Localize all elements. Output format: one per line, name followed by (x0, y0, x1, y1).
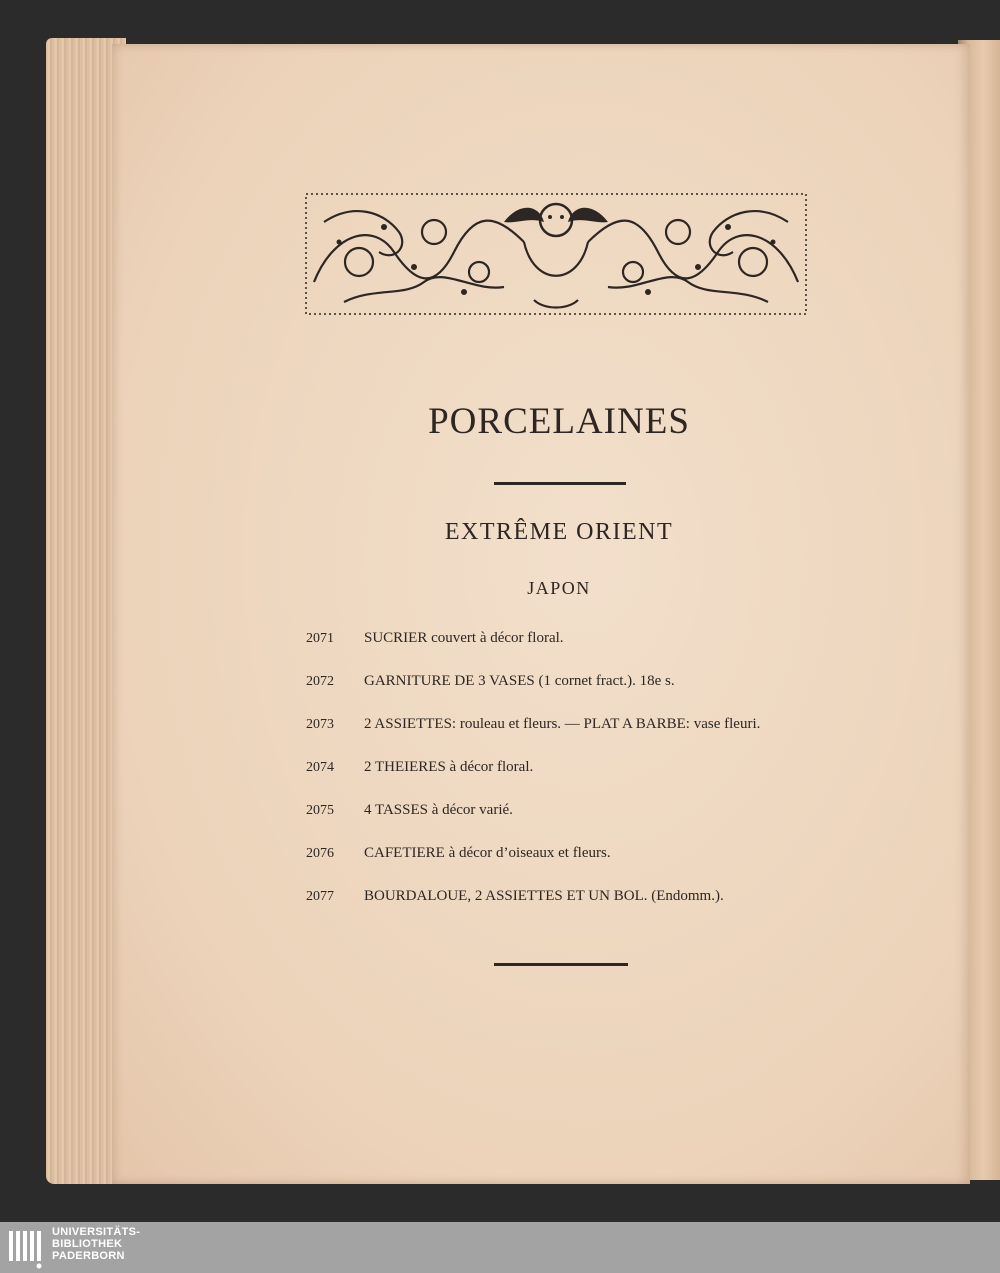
list-item (306, 759, 826, 802)
subsection-heading: JAPON (527, 578, 591, 598)
list-item (306, 888, 826, 931)
lot-description: GARNITURE DE 3 VASES (1 cornet fract.). 18e s. (364, 673, 675, 689)
lot-number: 2073 (306, 717, 334, 732)
footer-bar (0, 1222, 1000, 1273)
ornament-headpiece (304, 192, 808, 316)
lot-number: 2076 (306, 846, 334, 861)
closing-rule (494, 963, 628, 966)
title-rule (494, 482, 626, 485)
lot-number: 2075 (306, 803, 334, 818)
list-item (306, 716, 826, 759)
section-heading: EXTRÊME ORIENT (444, 519, 674, 545)
page-title: PORCELAINES (428, 401, 690, 442)
list-item (306, 630, 826, 673)
lot-description: SUCRIER couvert à décor floral. (364, 630, 564, 646)
lot-description: 2 ASSIETTES: rouleau et fleurs. — PLAT A BARBE: vase fleuri. (364, 716, 761, 732)
lot-list (306, 630, 826, 931)
logo-line: UNIVERSITÄTS- (52, 1226, 141, 1238)
logo-line: PADERBORN (52, 1250, 125, 1262)
lot-number: 2074 (306, 760, 334, 775)
lot-number: 2072 (306, 674, 334, 689)
list-item (306, 802, 826, 845)
lot-description: BOURDALOUE, 2 ASSIETTES ET UN BOL. (Endomm.). (364, 888, 724, 904)
lot-number: 2077 (306, 889, 334, 904)
list-item (306, 845, 826, 888)
library-logo-text (52, 1226, 140, 1262)
lot-description: 4 TASSES à décor varié. (364, 802, 513, 818)
list-item (306, 673, 826, 716)
logo-line: BIBLIOTHEK (52, 1238, 123, 1250)
lot-description: CAFETIERE à décor d’oiseaux et fleurs. (364, 845, 611, 861)
library-logo-icon (8, 1227, 46, 1269)
lot-number: 2071 (306, 631, 334, 646)
lot-description: 2 THEIERES à décor floral. (364, 759, 534, 775)
